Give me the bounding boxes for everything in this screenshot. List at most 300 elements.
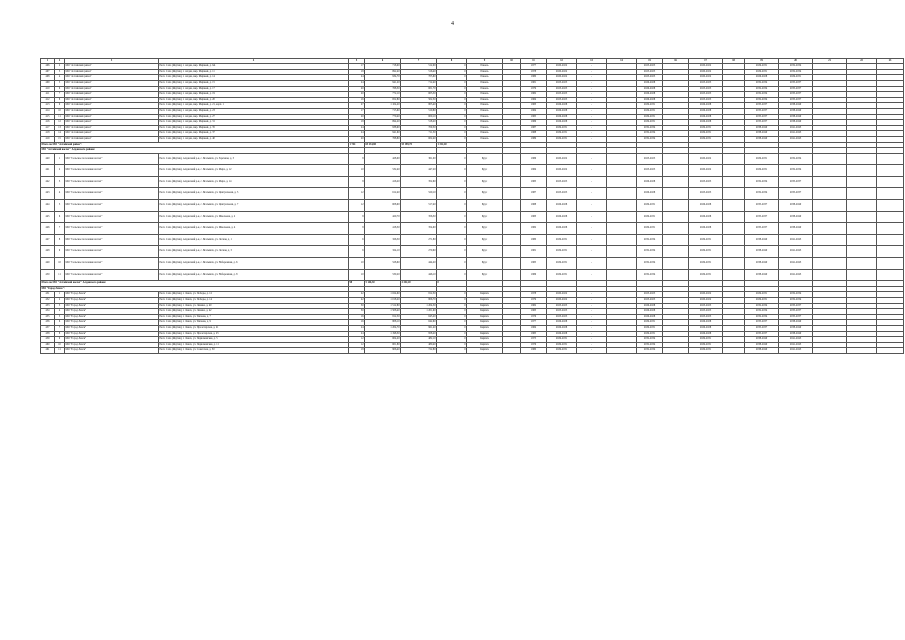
flats-cell: 18 [349, 69, 365, 75]
total-area-cell: 715,60 [365, 108, 401, 114]
period-19-cell: 2035-2037 [745, 200, 779, 212]
period-13-cell: - [577, 176, 607, 188]
section-total-cell: 5 146,30 [365, 281, 401, 287]
year-cell: 1988 [521, 200, 547, 212]
period-19-cell: 2038-2040 [745, 131, 779, 137]
period-13-cell: - [577, 131, 607, 137]
living-area-cell: 1 201,90 [401, 309, 437, 315]
column-number-cell: 10 [503, 59, 521, 64]
period-15-cell: 2032-2034 [637, 348, 663, 354]
municipality-cell: МО "Город Ленск" [65, 337, 159, 343]
section-total-cell: 65 234,80 [365, 142, 401, 148]
year-cell: 1989 [521, 136, 547, 142]
period-13-cell: - [577, 200, 607, 212]
nonliving-area-cell: 0 [437, 303, 467, 309]
col-23-cell [877, 348, 904, 354]
period-15-cell: 2032-2034 [637, 234, 663, 246]
flats-cell: 8 [349, 211, 365, 223]
period-15-cell: 2032-2034 [637, 337, 663, 343]
wall-material-cell: Панель [467, 92, 503, 98]
period-15-cell: 2026-2028 [637, 314, 663, 320]
row-number: 413 [41, 103, 55, 109]
col-16-cell [663, 348, 689, 354]
year-cell: 1983 [521, 103, 547, 109]
period-17-cell: 2029-2031 [689, 131, 723, 137]
column-number-cell: 13 [577, 59, 607, 64]
living-area-cell: 601,70 [401, 86, 437, 92]
year-cell: 1978 [521, 292, 547, 298]
municipality-cell: МО "Город Ленск" [65, 331, 159, 337]
period-19-cell: 2029-2031 [745, 153, 779, 165]
total-area-cell: 692,40 [365, 69, 401, 75]
col-22-cell [847, 269, 877, 281]
period-19-cell: 2029-2031 [745, 69, 779, 75]
col-16-cell [663, 211, 689, 223]
col-21-cell [813, 269, 847, 281]
nonliving-area-cell: 0 [437, 246, 467, 258]
period-13-cell: - [577, 246, 607, 258]
column-number-cell: 2 [55, 59, 65, 64]
col-10-cell [503, 258, 521, 270]
period-20-cell: 2041-2043 [779, 234, 813, 246]
col-18-cell [723, 200, 745, 212]
row-number: 416 [41, 120, 55, 126]
period-12-cell: 2029-2031 [547, 269, 577, 281]
year-cell: 1979 [521, 86, 547, 92]
flats-cell: 24 [349, 331, 365, 337]
col-14-cell [607, 176, 637, 188]
municipality-cell: МО "Алтайский район" [65, 69, 159, 75]
local-number: 9 [55, 337, 65, 343]
total-area-cell: 812,50 [365, 314, 401, 320]
row-number: 459 [41, 337, 55, 343]
col-21-cell [813, 211, 847, 223]
period-12-cell: 2026-2028 [547, 320, 577, 326]
period-19-cell: 2032-2034 [745, 303, 779, 309]
year-cell: 1981 [521, 80, 547, 86]
period-20-cell: 2032-2034 [779, 153, 813, 165]
period-17-cell: 2026-2028 [689, 320, 723, 326]
col-14-cell [607, 165, 637, 177]
col-16-cell [663, 200, 689, 212]
flats-cell: 18 [349, 120, 365, 126]
period-13-cell: - [577, 64, 607, 70]
period-13-cell: - [577, 125, 607, 131]
period-15-cell: 2026-2028 [637, 309, 663, 315]
period-17-cell: 2023-2025 [689, 314, 723, 320]
flats-cell: 8 [349, 223, 365, 235]
col-22-cell [847, 348, 877, 354]
period-19-cell: 2035-2037 [745, 103, 779, 109]
period-13-cell: - [577, 337, 607, 343]
period-17-cell: 2023-2025 [689, 309, 723, 315]
flats-cell: 6 [349, 246, 365, 258]
row-number: 461 [41, 348, 55, 354]
local-number: 6 [55, 320, 65, 326]
period-13-cell: - [577, 103, 607, 109]
year-cell: 1982 [521, 223, 547, 235]
period-13-cell: - [577, 314, 607, 320]
period-15-cell: 2029-2031 [637, 108, 663, 114]
col-23-cell [877, 153, 904, 165]
address-cell: Респ. Саха (Якутия), г. Ленск, ул. Ленина, д. 40 [159, 303, 349, 309]
flats-cell: 20 [349, 114, 365, 120]
period-17-cell: 2026-2028 [689, 223, 723, 235]
flats-cell: 24 [349, 125, 365, 131]
municipality-cell: МО "Алтайский район" [65, 103, 159, 109]
wall-material-cell: Панель [467, 75, 503, 81]
flats-cell: 20 [349, 136, 365, 142]
col-18-cell [723, 165, 745, 177]
year-cell: 1976 [521, 314, 547, 320]
address-cell: Респ. Саха (Якутия), Алданский р-н, с. Ыллымах, ул. Центральная, д. 7 [159, 200, 349, 212]
col-10-cell [503, 246, 521, 258]
row-number: 460 [41, 342, 55, 348]
year-cell: 1979 [521, 298, 547, 304]
total-area-cell: 601,80 [365, 342, 401, 348]
living-area-cell: 482,10 [401, 337, 437, 343]
table-row [41, 188, 904, 200]
total-area-cell: 1 508,40 [365, 309, 401, 315]
row-number: 408 [41, 75, 55, 81]
column-number-cell: 18 [723, 59, 745, 64]
period-20-cell: 2038-2040 [779, 120, 813, 126]
nonliving-area-cell: 0 [437, 331, 467, 337]
period-13-cell: - [577, 211, 607, 223]
period-15-cell: 2029-2031 [637, 223, 663, 235]
period-12-cell: 2026-2028 [547, 331, 577, 337]
year-cell: 1980 [521, 234, 547, 246]
table-row [41, 269, 904, 281]
col-14-cell [607, 348, 637, 354]
period-17-cell: 2023-2025 [689, 303, 723, 309]
col-14-cell [607, 258, 637, 270]
capital-repair-table-sheet [40, 58, 892, 354]
period-15-cell: 2029-2031 [637, 114, 663, 120]
local-number: 10 [55, 108, 65, 114]
wall-material-cell: Брус [467, 246, 503, 258]
col-14-cell [607, 200, 637, 212]
period-13-cell: - [577, 298, 607, 304]
flats-cell: 16 [349, 97, 365, 103]
living-area-cell: 512,00 [401, 64, 437, 70]
row-number: 442 [41, 176, 55, 188]
living-area-cell: 961,40 [401, 325, 437, 331]
wall-material-cell: Брус [467, 200, 503, 212]
table-row [41, 234, 904, 246]
period-13-cell: - [577, 165, 607, 177]
flats-cell: 20 [349, 92, 365, 98]
table-row [41, 153, 904, 165]
period-20-cell: 2038-2040 [779, 108, 813, 114]
period-15-cell: 2023-2025 [637, 69, 663, 75]
living-area-cell: 602,40 [401, 136, 437, 142]
year-cell: 1983 [521, 309, 547, 315]
flats-cell: 24 [349, 80, 365, 86]
col-14-cell [607, 153, 637, 165]
period-19-cell: 2032-2034 [745, 309, 779, 315]
wall-material-cell: Панель [467, 64, 503, 70]
col-21-cell [813, 234, 847, 246]
municipality-cell: МО "Сельское поселение наслег" [65, 223, 159, 235]
row-number: 406 [41, 64, 55, 70]
table-body [41, 59, 904, 354]
column-number-cell: 21 [813, 59, 847, 64]
row-number: 450 [41, 269, 55, 281]
year-cell: 1980 [521, 75, 547, 81]
period-13-cell: - [577, 309, 607, 315]
section-title: Итого по МО "Алтайский наслег" Алданского района: [41, 281, 349, 287]
col-16-cell [663, 188, 689, 200]
local-number: 11 [55, 348, 65, 354]
col-10-cell [503, 153, 521, 165]
period-17-cell: 2026-2028 [689, 103, 723, 109]
period-17-cell: 2023-2025 [689, 97, 723, 103]
wall-material-cell: Панель [467, 125, 503, 131]
address-cell: Респ. Саха (Якутия), Алданский р-н, с. Ыллымах, ул. Лесная, д. 3 [159, 246, 349, 258]
row-number: 446 [41, 223, 55, 235]
row-number: 451 [41, 292, 55, 298]
period-19-cell: 2032-2034 [745, 80, 779, 86]
period-19-cell: 2032-2034 [745, 176, 779, 188]
period-12-cell: 2026-2028 [547, 114, 577, 120]
address-cell: Респ. Саха (Якутия), г. Ленск, ул. Чапаева, д. 9 [159, 320, 349, 326]
flats-cell: 16 [349, 314, 365, 320]
period-17-cell: 2020-2022 [689, 292, 723, 298]
wall-material-cell: Брус [467, 188, 503, 200]
period-15-cell: 2023-2025 [637, 298, 663, 304]
nonliving-area-cell: 0 [437, 176, 467, 188]
nonliving-area-cell: 0 [437, 153, 467, 165]
local-number: 4 [55, 188, 65, 200]
year-cell: 1986 [521, 120, 547, 126]
total-area-cell: 420,70 [365, 211, 401, 223]
wall-material-cell: Панель [467, 136, 503, 142]
col-18-cell [723, 269, 745, 281]
column-number-cell: 7 [401, 59, 437, 64]
period-15-cell: 2026-2028 [637, 86, 663, 92]
period-19-cell: 2035-2037 [745, 114, 779, 120]
wall-material-cell: Брус [467, 165, 503, 177]
flats-cell: 17 [349, 108, 365, 114]
row-number: 457 [41, 325, 55, 331]
period-19-cell: 2026-2028 [745, 75, 779, 81]
total-area-cell: 768,30 [365, 86, 401, 92]
col-21-cell [813, 188, 847, 200]
period-15-cell: 2029-2031 [637, 120, 663, 126]
year-cell: 1986 [521, 269, 547, 281]
wall-material-cell: Кирпич [467, 331, 503, 337]
period-12-cell: 2029-2031 [547, 348, 577, 354]
nonliving-area-cell: 0 [437, 131, 467, 137]
row-number: 415 [41, 114, 55, 120]
period-19-cell: 2029-2031 [745, 64, 779, 70]
living-area-cell: 516,40 [401, 69, 437, 75]
period-15-cell: 2026-2028 [637, 97, 663, 103]
period-20-cell: 2035-2037 [779, 92, 813, 98]
address-cell: Респ. Саха (Якутия), Алданский р-н, с. Ыллымах, ул. Заречная, д. 3 [159, 153, 349, 165]
col-16-cell [663, 269, 689, 281]
period-15-cell: 2026-2028 [637, 303, 663, 309]
municipality-cell: МО "Алтайский район" [65, 64, 159, 70]
total-area-cell: 1 204,70 [365, 325, 401, 331]
municipality-cell: МО "Алтайский район" [65, 80, 159, 86]
local-number: 1 [55, 292, 65, 298]
period-15-cell: 2032-2034 [637, 269, 663, 281]
column-number-cell: 19 [745, 59, 779, 64]
flats-cell: 12 [349, 188, 365, 200]
table-row [41, 258, 904, 270]
period-15-cell: 2029-2031 [637, 211, 663, 223]
col-22-cell [847, 153, 877, 165]
period-20-cell: 2041-2043 [779, 269, 813, 281]
period-19-cell: 2032-2034 [745, 86, 779, 92]
period-13-cell: - [577, 153, 607, 165]
flats-cell: 18 [349, 348, 365, 354]
period-15-cell: 2032-2034 [637, 125, 663, 131]
col-10-cell [503, 176, 521, 188]
municipality-cell: МО "Алтайский район" [65, 114, 159, 120]
address-cell: Респ. Саха (Якутия), г. Ленск, ул. Ленина, д. 42 [159, 309, 349, 315]
col-22-cell [847, 165, 877, 177]
nonliving-area-cell: 0 [437, 69, 467, 75]
column-number-cell: 9 [467, 59, 503, 64]
period-19-cell: 2032-2034 [745, 97, 779, 103]
section-total-cell: 1 312,40 [437, 142, 467, 148]
col-10-cell [503, 348, 521, 354]
address-cell: Респ. Саха (Якутия), г. Алдан, мкр. Мирный, д. 20 [159, 97, 349, 103]
address-cell: Респ. Саха (Якутия), г. Ленск, ул. Чапаева, д. 7 [159, 314, 349, 320]
period-13-cell: - [577, 114, 607, 120]
period-20-cell: 2035-2037 [779, 303, 813, 309]
total-area-cell: 608,90 [365, 200, 401, 212]
period-15-cell: 2023-2025 [637, 292, 663, 298]
row-number: 417 [41, 125, 55, 131]
col-18-cell [723, 153, 745, 165]
period-20-cell: 2032-2034 [779, 165, 813, 177]
column-number-cell: 6 [365, 59, 401, 64]
address-cell: Респ. Саха (Якутия), Алданский р-н, с. Ыллымах, ул. Центральная, д. 5 [159, 188, 349, 200]
local-number: 3 [55, 176, 65, 188]
address-cell: Респ. Саха (Якутия), г. Алдан, мкр. Мирный, д. 35 [159, 125, 349, 131]
period-13-cell: - [577, 80, 607, 86]
living-area-cell: 518,20 [401, 120, 437, 126]
municipality-cell: МО "Сельское поселение наслег" [65, 200, 159, 212]
period-12-cell: 2029-2031 [547, 136, 577, 142]
period-17-cell: 2026-2028 [689, 108, 723, 114]
row-number: 447 [41, 234, 55, 246]
period-12-cell: 2023-2025 [547, 188, 577, 200]
flats-cell: 30 [349, 309, 365, 315]
year-cell: 1988 [521, 131, 547, 137]
period-20-cell: 2038-2040 [779, 223, 813, 235]
wall-material-cell: Кирпич [467, 314, 503, 320]
col-23-cell [877, 258, 904, 270]
address-cell: Респ. Саха (Якутия), Алданский р-н, с. Ыллымах, ул. Набережная, д. 8 [159, 269, 349, 281]
period-17-cell: 2029-2031 [689, 337, 723, 343]
local-number: 7 [55, 92, 65, 98]
nonliving-area-cell: 0 [437, 342, 467, 348]
flats-cell: 17 [349, 64, 365, 70]
capital-repair-table [40, 58, 904, 354]
total-area-cell: 808,10 [365, 320, 401, 326]
nonliving-area-cell: 0 [437, 258, 467, 270]
address-cell: Респ. Саха (Якутия), Алданский р-н, с. Ыллымах, ул. Школьная, д. 4 [159, 223, 349, 235]
period-17-cell: 2020-2022 [689, 153, 723, 165]
period-17-cell: 2029-2031 [689, 234, 723, 246]
row-number: 411 [41, 92, 55, 98]
row-number: 443 [41, 188, 55, 200]
local-number: 6 [55, 86, 65, 92]
col-22-cell [847, 258, 877, 270]
period-13-cell: - [577, 348, 607, 354]
municipality-cell: МО "Сельское поселение наслег" [65, 211, 159, 223]
municipality-cell: МО "Алтайский район" [65, 97, 159, 103]
period-13-cell: - [577, 136, 607, 142]
period-20-cell: 2041-2043 [779, 246, 813, 258]
period-17-cell: 2023-2025 [689, 86, 723, 92]
flats-cell: 8 [349, 153, 365, 165]
col-18-cell [723, 223, 745, 235]
period-19-cell: 2035-2037 [745, 320, 779, 326]
period-17-cell: 2026-2028 [689, 114, 723, 120]
column-number-cell: 3 [65, 59, 159, 64]
row-number: 441 [41, 165, 55, 177]
municipality-cell: МО "Алтайский район" [65, 120, 159, 126]
flats-cell: 24 [349, 131, 365, 137]
col-10-cell [503, 200, 521, 212]
nonliving-area-cell: 0 [437, 136, 467, 142]
total-area-cell: 428,00 [365, 153, 401, 165]
period-19-cell: 2038-2040 [745, 342, 779, 348]
section-total-cell: 1 744 [349, 142, 365, 148]
period-12-cell: 2029-2031 [547, 258, 577, 270]
local-number: 3 [55, 69, 65, 75]
period-17-cell: 2029-2031 [689, 258, 723, 270]
col-16-cell [663, 176, 689, 188]
address-cell: Респ. Саха (Якутия), г. Ленск, ул. Победы, д. 12 [159, 292, 349, 298]
total-area-cell: 604,20 [365, 337, 401, 343]
living-area-cell: 361,00 [401, 153, 437, 165]
col-10-cell [503, 211, 521, 223]
col-10-cell [503, 223, 521, 235]
wall-material-cell: Брус [467, 234, 503, 246]
period-15-cell: 2032-2034 [637, 131, 663, 137]
year-cell: 1987 [521, 188, 547, 200]
period-12-cell: 2020-2022 [547, 292, 577, 298]
living-area-cell: 502,30 [401, 97, 437, 103]
period-17-cell: 2020-2022 [689, 69, 723, 75]
nonliving-area-cell: 0 [437, 200, 467, 212]
period-12-cell: 2020-2022 [547, 165, 577, 177]
col-23-cell [877, 200, 904, 212]
period-17-cell: 2026-2028 [689, 200, 723, 212]
col-23-cell [877, 176, 904, 188]
col-18-cell [723, 348, 745, 354]
municipality-cell: МО "Алтайский район" [65, 131, 159, 137]
wall-material-cell: Панель [467, 114, 503, 120]
municipality-cell: МО "Сельское поселение наслег" [65, 258, 159, 270]
living-area-cell: 270,60 [401, 246, 437, 258]
wall-material-cell: Брус [467, 211, 503, 223]
municipality-cell: МО "Алтайский район" [65, 92, 159, 98]
year-cell: 1975 [521, 337, 547, 343]
period-12-cell: 2029-2031 [547, 125, 577, 131]
period-13-cell: - [577, 188, 607, 200]
municipality-cell: МО "Сельское поселение наслег" [65, 176, 159, 188]
period-20-cell: 2035-2037 [779, 314, 813, 320]
period-20-cell: 2041-2043 [779, 131, 813, 137]
